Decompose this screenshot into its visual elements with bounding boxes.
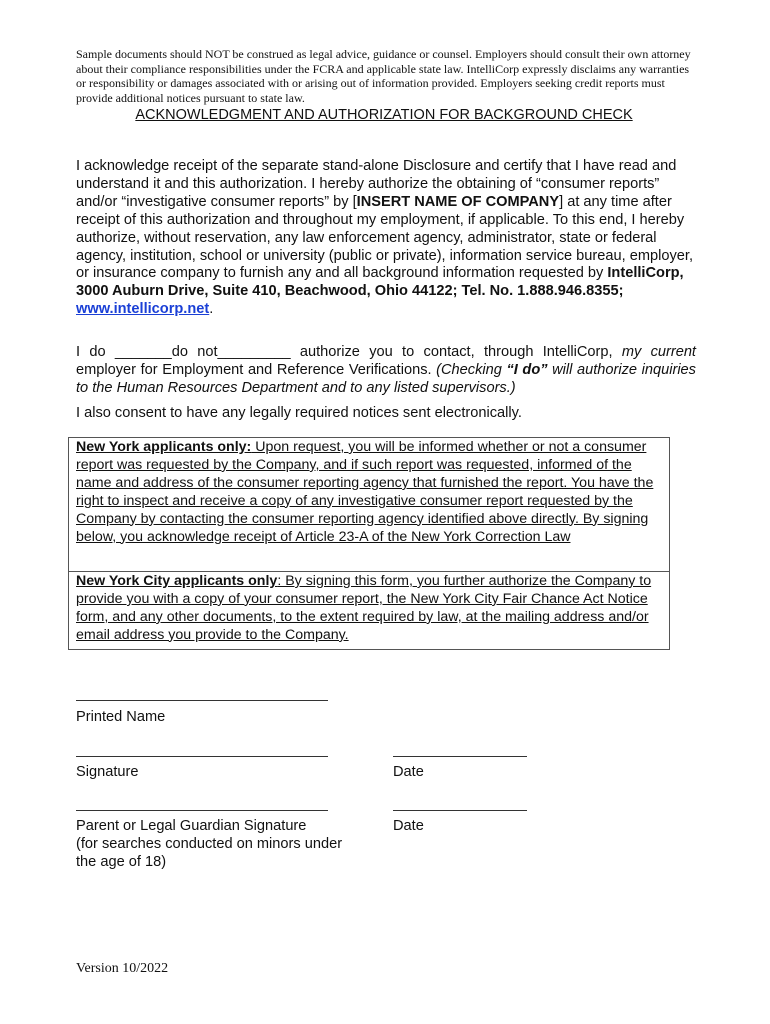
contact-text-b: employer for Employment and Reference Verifications. [76, 361, 437, 378]
employer-contact-paragraph [76, 344, 696, 398]
auth-text-end: . [209, 301, 214, 318]
contact-italic-a: my current [621, 344, 696, 360]
authorization-paragraph [76, 158, 696, 319]
guardian-label: Parent or Legal Guardian Signature [76, 818, 307, 834]
date-line-1[interactable] [393, 756, 527, 757]
contact-italic-c: will authorize inquiries to the Human Resources Department and to any listed supervisors.) [76, 361, 696, 396]
contact-text-a: I do _______do not_________ authorize you to contact, through IntelliCorp, [76, 344, 622, 360]
auth-text-a: I acknowledge receipt of the separate stand-alone Disclosure and certify that I have read and understand it and this authorization. I hereby authorize the obtaining of “consumer reports” and/or “investigative consumer reports” by [ [76, 158, 677, 210]
version-label: Version 10/2022 [76, 961, 169, 976]
date-label-1: Date [393, 764, 424, 780]
signature-line[interactable] [76, 756, 328, 757]
nyc-notice [76, 573, 666, 645]
guardian-signature-line[interactable] [76, 810, 328, 811]
printed-name-label: Printed Name [76, 709, 166, 725]
date-line-2[interactable] [393, 810, 527, 811]
notice-divider [69, 571, 669, 572]
ny-notice-box [68, 437, 670, 650]
nyc-notice-label: New York City applicants only [76, 573, 278, 589]
company-placeholder: INSERT NAME OF COMPANY [356, 193, 560, 210]
electronic-consent: I also consent to have any legally required notices sent electronically. [76, 405, 522, 421]
printed-name-line[interactable] [76, 700, 328, 701]
contact-i-do: “I do” [506, 361, 548, 378]
nyc-notice-text: : By signing this form, you further authorize the Company to provide you with a copy of your consumer report, the New York City Fair Chance Act Notice form, and any other documents, to the extent required by law, at the mailing address and/or email address you provide to the Company. [76, 573, 652, 643]
guardian-signature-label [76, 817, 366, 871]
ny-notice-label: New York applicants only: [76, 439, 252, 455]
disclaimer: Sample documents should NOT be construed as legal advice, guidance or counsel. Employers should consult their own attorney about their compliance responsibilities under the FCRA and applicable state law. IntelliCorp expressly disclaims any warranties or responsibility or damages associated with or arising out of information provided. Employers seeking credit reports must provide additional notices pursuant to state law. [76, 47, 691, 105]
signature-label: Signature [76, 764, 139, 780]
date-label-2: Date [393, 818, 424, 834]
ny-notice [76, 439, 666, 546]
guardian-note: (for searches conducted on minors under the age of 18) [76, 836, 343, 870]
intellicorp-link[interactable]: www.intellicorp.net [76, 301, 210, 318]
contact-italic-b: (Checking [436, 361, 507, 378]
ny-notice-text: Upon request, you will be informed whether or not a consumer report was requested by the Company, and if such report was requested, informed of the name and address of the consumer reporting agency that furnished the report. You have the right to inspect and receive a copy of any investigative consumer report requested by the Company by contacting the consumer reporting agency identified above directly. By signing below, you acknowledge receipt of Article 23-A of the New York Correction Law [76, 439, 654, 545]
document-title: ACKNOWLEDGMENT AND AUTHORIZATION FOR BACKGROUND CHECK [135, 107, 633, 123]
auth-text-b: ] at any time after receipt of this authorization and throughout my employment, if applicable. To this end, I hereby authorize, without reservation, any law enforcement agency, administrator, state or federal agency, institution, school or university (public or private), information service bureau, employer, or insurance company to furnish any and all background information requested by [76, 193, 694, 282]
intellicorp-info: IntelliCorp, 3000 Auburn Drive, Suite 410, Beachwood, Ohio 44122; Tel. No. 1.888.946.8355; [76, 265, 684, 300]
